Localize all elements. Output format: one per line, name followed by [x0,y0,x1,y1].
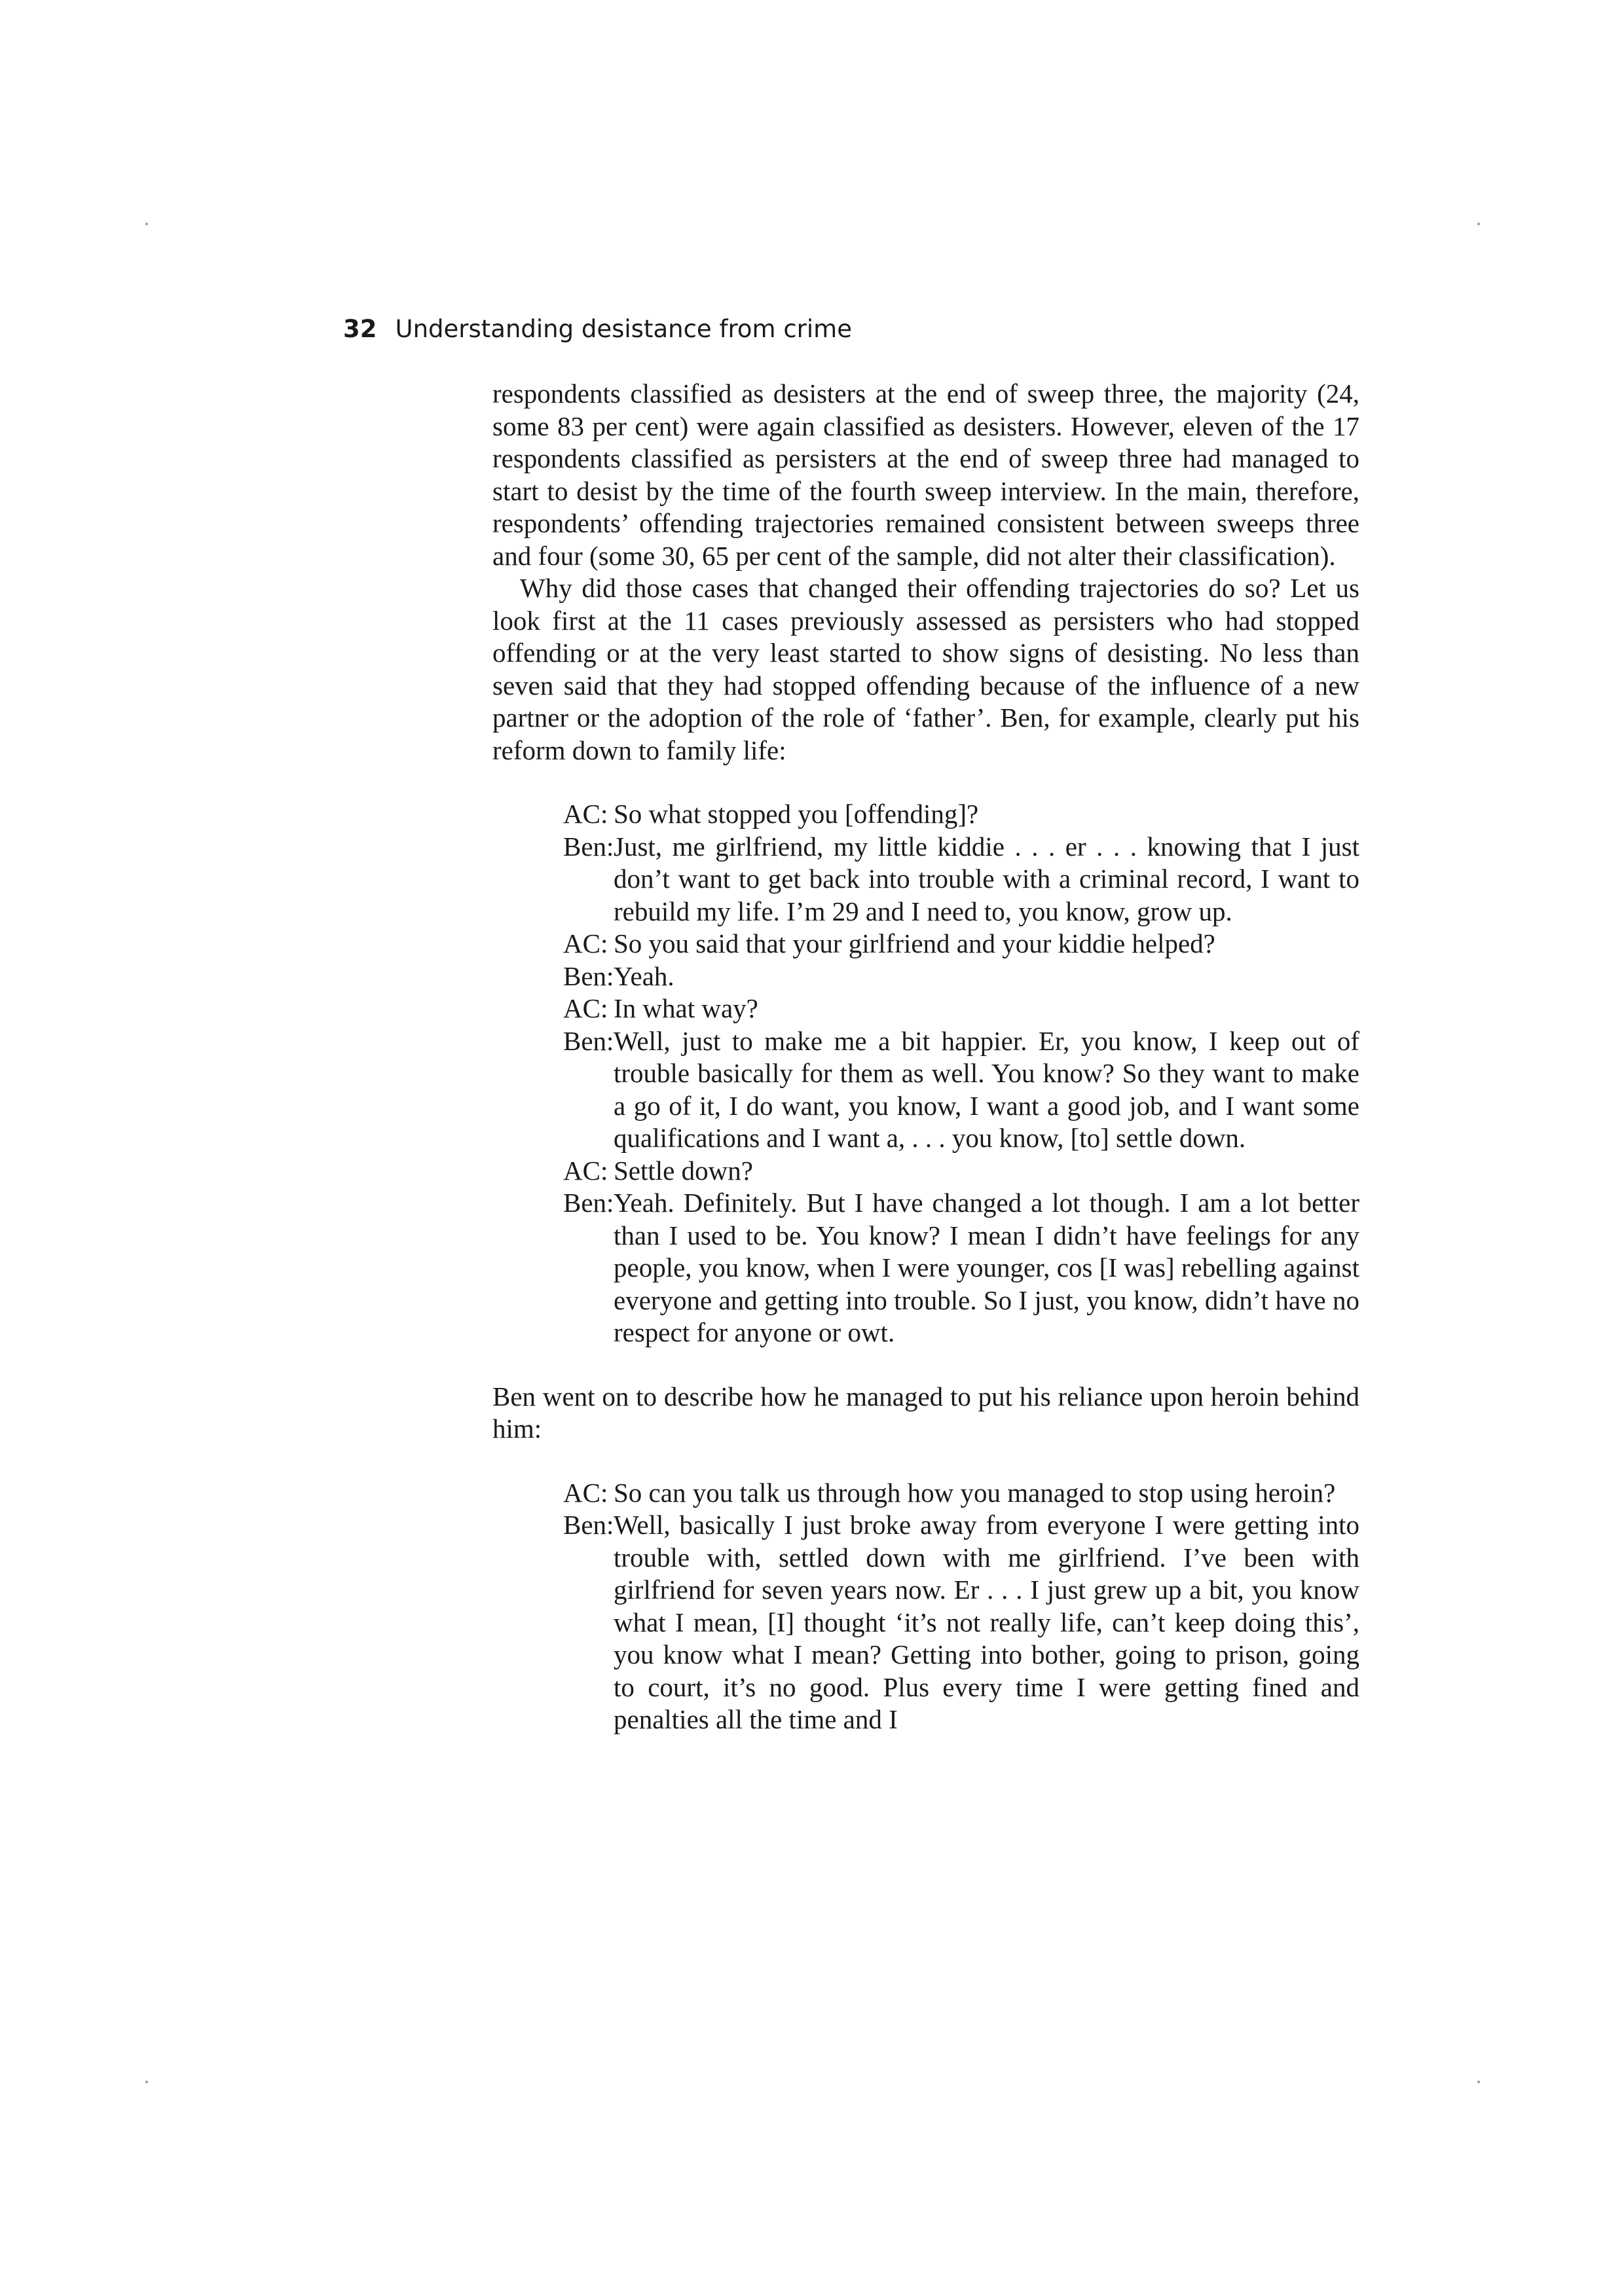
speaker-label: AC: [563,928,608,958]
utterance-text: Settle down? [614,1155,753,1186]
running-header [343,313,852,346]
utterance-text: Well, basically I just broke away from everyone I were getting into trouble with, settled down with me girlfriend. I’ve been with girlfriend for seven years now. Er . . . I just grew up a bit, you know what I mean, [I] thought ‘it’s not really life, can’t keep doing this’, you know what I mean? Getting into bother, going to prison, going to court, it’s no good. Plus every time I were getting fined and penalties all the time and I [614,1510,1359,1734]
crop-mark-top-right [1477,223,1480,225]
utterance-text: So can you talk us through how you managed to stop using heroin? [614,1477,1336,1508]
crop-mark-top-left [145,223,148,225]
interview-excerpt-1 [492,798,1359,1349]
speaker-label: Ben: [563,831,614,862]
speaker-label: AC: [563,1477,608,1508]
dialogue-turn [492,928,1359,960]
dialogue-turn [492,798,1359,831]
speaker-label: Ben: [563,1188,614,1218]
interview-excerpt-2 [492,1477,1359,1736]
utterance-text: In what way? [614,993,758,1023]
utterance-text: Just, me girlfriend, my little kiddie . . . er . . . knowing that I just don’t want to get back into trouble with a criminal record, I want to rebuild my life. I’m 29 and I need to, you know, grow up. [614,831,1359,926]
paragraph-1: respondents classified as desisters at the end of sweep three, the majority (24, some 83 per cent) were again classified as desisters. However, eleven of the 17 respondents classified as persisters at the end of sweep three had managed to start to desist by the time of the fourth sweep interview. In the main, therefore, respondents’ offending trajectories remained consistent between sweeps three and four (some 30, 65 per cent of the sample, did not alter their classification). [492,378,1359,571]
page-body [492,378,1359,1736]
speaker-label: Ben: [563,1510,614,1540]
page-number: 32 [343,315,377,343]
dialogue-turn [492,831,1359,928]
utterance-text: So what stopped you [offending]? [614,799,979,829]
crop-mark-bottom-right [1477,2081,1480,2083]
paragraph-3: Ben went on to describe how he managed to put his reliance upon heroin behind him: [492,1381,1359,1444]
dialogue-turn [492,1509,1359,1736]
speaker-label: AC: [563,1155,608,1186]
utterance-text: So you said that your girlfriend and your kiddie helped? [614,928,1215,958]
utterance-text: Well, just to make me a bit happier. Er, you know, I keep out of trouble basically for them as well. You know? So they want to make a go of it, I do want, you know, I want a good job, and I want some qualifications and I want a, . . . you know, [to] settle down. [614,1025,1359,1153]
dialogue-turn [492,960,1359,993]
dialogue-turn [492,1025,1359,1155]
dialogue-turn [492,1155,1359,1188]
dialogue-turn [492,993,1359,1025]
utterance-text: Yeah. Definitely. But I have changed a lot though. I am a lot better than I used to be. You know? I mean I didn’t have feelings for any people, you know, when I were younger, cos [I was] rebelling against everyone and getting into trouble. So I just, you know, didn’t have no respect for anyone or owt. [614,1188,1359,1347]
crop-mark-bottom-left [145,2081,148,2083]
speaker-label: AC: [563,799,608,829]
speaker-label: Ben: [563,1025,614,1056]
dialogue-turn [492,1187,1359,1349]
utterance-text: Yeah. [614,960,674,991]
speaker-label: Ben: [563,960,614,991]
paragraph-2: Why did those cases that changed their offending trajectories do so? Let us look first at the 11 cases previously assessed as persisters who had stopped offending or at the very least started to show signs of desisting. No less than seven said that they had stopped offending because of the influence of a new partner or the adoption of the role of ‘father’. Ben, for example, clearly put his reform down to family life: [492,573,1359,765]
speaker-label: AC: [563,993,608,1023]
running-title: Understanding desistance from crime [395,315,852,343]
dialogue-turn [492,1477,1359,1510]
